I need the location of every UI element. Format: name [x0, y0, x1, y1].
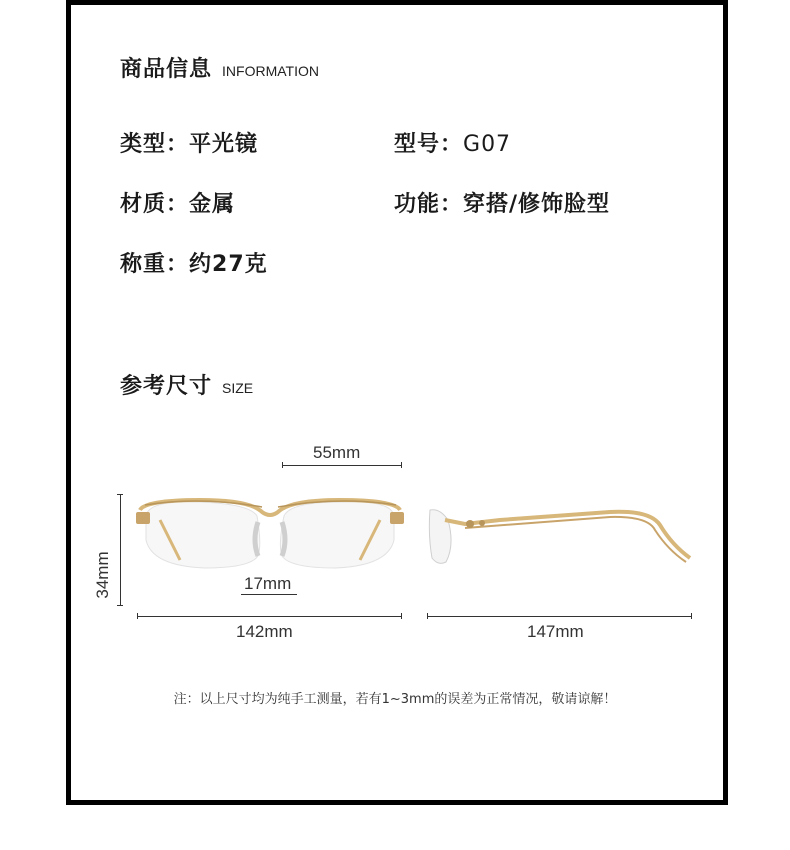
size-title-en: SIZE	[222, 380, 254, 396]
lens-width-line	[282, 465, 402, 466]
frame-width-tick-right	[401, 613, 402, 619]
info-title-en: INFORMATION	[222, 63, 319, 79]
frame-width-tick-left	[137, 613, 138, 619]
spec-weight-label: 称重：	[120, 252, 190, 277]
spec-model-value: G07	[463, 132, 512, 157]
lens-width-tick-right	[401, 462, 402, 468]
lens-width-tick-left	[282, 462, 283, 468]
lens-height-tick-top	[117, 494, 123, 495]
spec-material-value: 金属	[189, 192, 236, 217]
spec-model-label: 型号：	[394, 132, 464, 157]
temple-length-tick-left	[427, 613, 428, 619]
spec-type-label: 类型：	[120, 132, 190, 157]
frame-width-label: 142mm	[236, 622, 293, 641]
spec-type-value: 平光镜	[189, 132, 259, 157]
size-title-cn: 参考尺寸	[120, 374, 213, 399]
temple-length-line	[427, 616, 692, 617]
temple-length-label: 147mm	[527, 622, 584, 641]
lens-height-line	[120, 494, 121, 606]
lens-height-tick-bottom	[117, 605, 123, 606]
bridge-width-label: 17mm	[244, 574, 292, 593]
spec-weight-value: 约27克	[189, 252, 268, 277]
info-title-cn: 商品信息	[120, 57, 213, 82]
spec-function-value: 穿搭/修饰脸型	[463, 192, 611, 217]
measurement-note: 注：以上尺寸均为纯手工测量，若有1~3mm的误差为正常情况，敬请谅解！	[173, 692, 617, 707]
bridge-width-line	[241, 594, 297, 595]
lens-height-label: 34mm	[93, 551, 112, 599]
lens-width-label: 55mm	[313, 443, 361, 462]
temple-length-tick-right	[691, 613, 692, 619]
spec-function-label: 功能：	[394, 192, 464, 217]
frame-width-line	[137, 616, 402, 617]
spec-material-label: 材质：	[120, 192, 190, 217]
